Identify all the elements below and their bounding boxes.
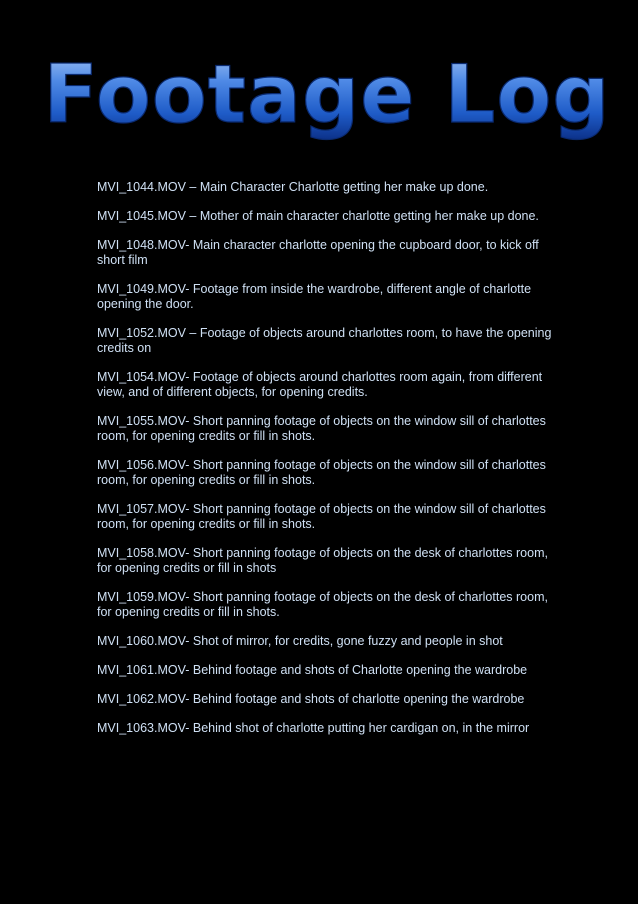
log-entry: MVI_1063.MOV- Behind shot of charlotte putting her cardigan on, in the mirror	[97, 721, 530, 735]
log-entry: MVI_1052.MOV – Footage of objects around charlottes room, to have the opening credits on	[97, 326, 552, 355]
log-entry: MVI_1057.MOV- Short panning footage of objects on the window sill of charlottes room, for opening credits or fill in shots.	[97, 502, 546, 531]
log-entry: MVI_1044.MOV – Main Character Charlotte getting her make up done.	[97, 180, 489, 194]
log-entry: MVI_1062.MOV- Behind footage and shots of charlotte opening the wardrobe	[97, 692, 525, 706]
title-text: Footage Log	[43, 52, 611, 141]
log-entry: MVI_1055.MOV- Short panning footage of objects on the window sill of charlottes room, for opening credits or fill in shots.	[97, 414, 546, 443]
title-wordart	[0, 52, 638, 144]
log-entry: MVI_1049.MOV- Footage from inside the wardrobe, different angle of charlotte opening the door.	[97, 282, 532, 311]
log-entry: MVI_1048.MOV- Main character charlotte opening the cupboard door, to kick off short film	[97, 238, 539, 267]
log-entry: MVI_1058.MOV- Short panning footage of objects on the desk of charlottes room, for opening credits or fill in shots	[97, 546, 548, 575]
log-entry: MVI_1060.MOV- Shot of mirror, for credits, gone fuzzy and people in shot	[97, 634, 503, 648]
page-title	[0, 52, 638, 144]
log-entry: MVI_1054.MOV- Footage of objects around charlottes room again, from different view, and of different objects, for opening credits.	[97, 370, 543, 399]
log-entry: MVI_1059.MOV- Short panning footage of objects on the desk of charlottes room, for opening credits or fill in shots.	[97, 590, 548, 619]
footage-log-list	[97, 180, 552, 736]
log-entry: MVI_1045.MOV – Mother of main character charlotte getting her make up done.	[97, 209, 539, 223]
log-entry: MVI_1061.MOV- Behind footage and shots of Charlotte opening the wardrobe	[97, 663, 528, 677]
log-entry: MVI_1056.MOV- Short panning footage of objects on the window sill of charlottes room, for opening credits or fill in shots.	[97, 458, 546, 487]
